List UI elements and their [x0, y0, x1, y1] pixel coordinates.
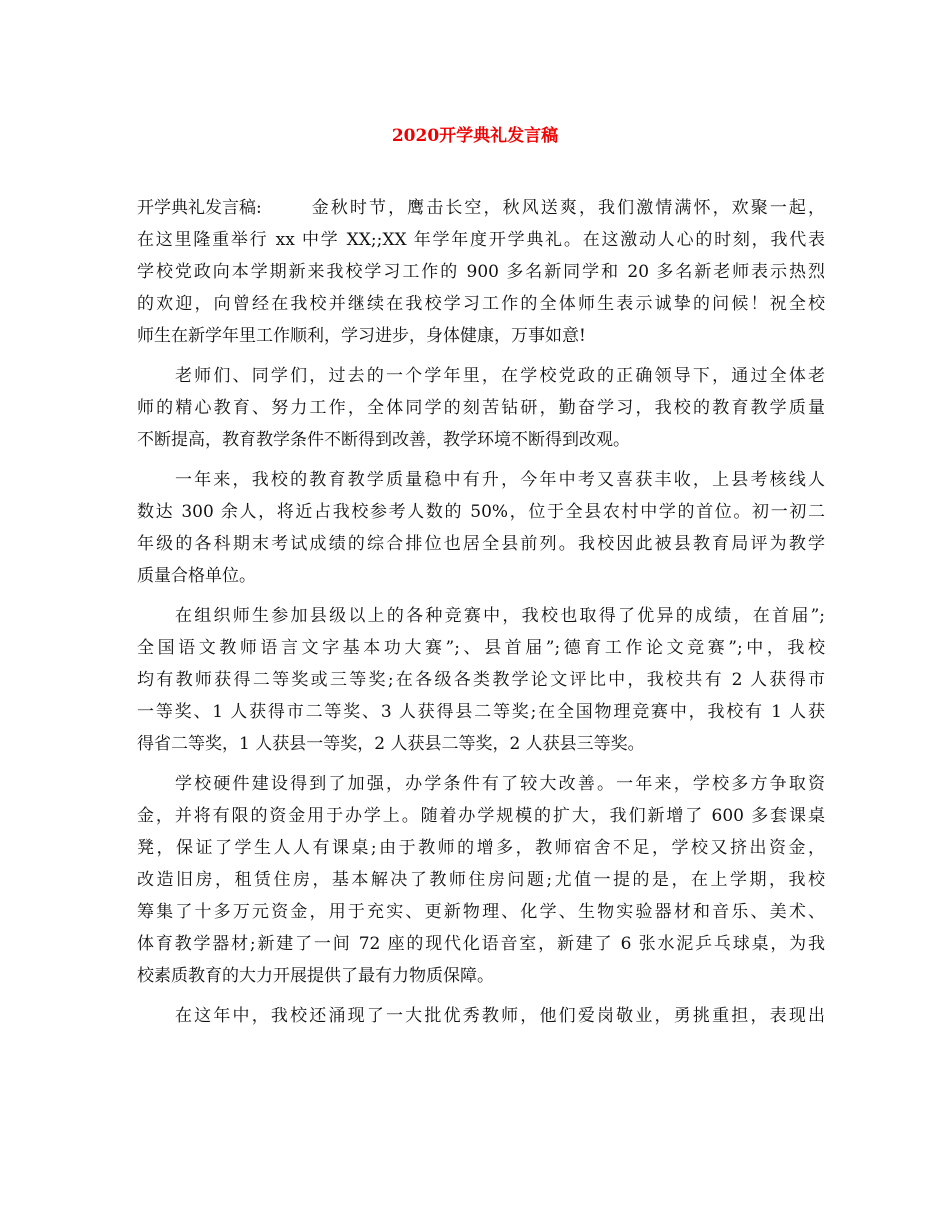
text-line: 筹集了十多万元资金，用于充实、更新物理、化学、生物实验器材和音乐、美术、	[137, 902, 825, 922]
text-line: 一年来，我校的教育教学质量稳中有升，今年中考又喜获丰收，上县考核线人	[175, 470, 825, 490]
line-text: 金秋时节，鹰击长空，秋风送爽，我们激情满怀，欢聚一起，	[311, 198, 825, 218]
document-body	[137, 192, 825, 1032]
text-line: 全国语文教师语言文字基本功大赛”;、县首届”;德育工作论文竞赛”;中，我校	[137, 638, 825, 658]
text-line: 学校硬件建设得到了加强，办学条件有了较大改善。一年来，学校多方争取资	[175, 774, 825, 794]
text-line: 不断提高，教育教学条件不断得到改善，教学环境不断得到改观。	[137, 430, 630, 450]
text-line: 均有教师获得二等奖或三等奖;在各级各类教学论文评比中，我校共有 2 人获得市	[137, 670, 825, 690]
text-line: 体育教学器材;新建了一间 72 座的现代化语音室，新建了 6 张水泥乒乓球桌，为我	[137, 934, 825, 954]
text-line: 凳，保证了学生人人有课桌;由于教师的增多，教师宿舍不足，学校又挤出资金，	[137, 838, 825, 858]
text-line: 改造旧房，租赁住房，基本解决了教师住房问题;尤值一提的是，在上学期，我校	[137, 870, 825, 890]
text-line: 年级的各科期末考试成绩的综合排位也居全县前列。我校因此被县教育局评为教学	[137, 534, 825, 554]
text-line: 数达 300 余人，将近占我校参考人数的 50%，位于全县农村中学的首位。初一初二	[137, 502, 825, 522]
text-line: 师的精心教育、努力工作，全体同学的刻苦钻研，勤奋学习，我校的教育教学质量	[137, 398, 825, 418]
text-line: 得省二等奖，1 人获县一等奖，2 人获县二等奖，2 人获县三等奖。	[137, 734, 645, 754]
text-line: 校素质教育的大力开展提供了最有力物质保障。	[137, 966, 494, 986]
text-line: 学校党政向本学期新来我校学习工作的 900 多名新同学和 20 多名新老师表示热烈	[137, 262, 825, 282]
text-line: 一等奖、1 人获得市二等奖、3 人获得县二等奖;在全国物理竞赛中，我校有 1 人获	[137, 702, 825, 722]
text-line: 在这里隆重举行 xx 中学 XX;;XX 年学年度开学典礼。在这激动人心的时刻，我代表	[137, 230, 825, 250]
text-line	[137, 192, 825, 224]
paragraph-label: 开学典礼发言稿:	[137, 198, 262, 218]
text-line: 在这年中，我校还涌现了一大批优秀教师，他们爱岗敬业，勇挑重担，表现出	[175, 1006, 825, 1026]
text-line: 师生在新学年里工作顺利，学习进步，身体健康，万事如意!	[137, 326, 586, 346]
text-line: 的欢迎，向曾经在我校并继续在我校学习工作的全体师生表示诚挚的问候！祝全校	[137, 294, 825, 314]
text-line: 在组织师生参加县级以上的各种竞赛中，我校也取得了优异的成绩，在首届”;	[175, 606, 825, 626]
text-line: 质量合格单位。	[137, 566, 256, 586]
text-line: 老师们、同学们，过去的一个学年里，在学校党政的正确领导下，通过全体老	[175, 366, 825, 386]
text-line: 金，并将有限的资金用于办学上。随着办学规模的扩大，我们新增了 600 多套课桌	[137, 806, 825, 826]
document-title: 2020开学典礼发言稿	[391, 126, 559, 146]
